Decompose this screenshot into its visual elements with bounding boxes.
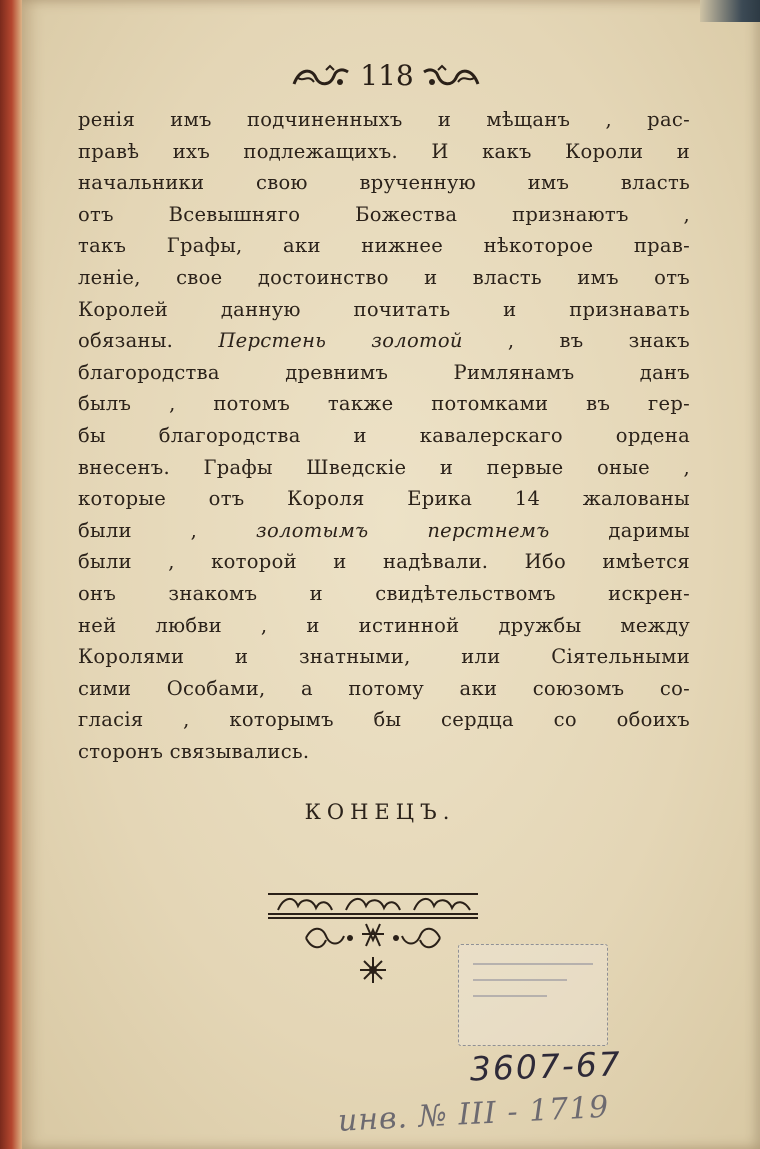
text-segment: ренія имъ подчиненныхъ и мѣщанъ , рас- <box>78 108 690 131</box>
handwritten-inventory-number: инв. № III - 1719 <box>337 1089 611 1139</box>
text-line <box>78 704 690 736</box>
right-header-ornament <box>420 64 482 90</box>
body-text <box>78 104 690 767</box>
text-segment: такъ Графы, аки нижнее нѣкоторое прав- <box>78 234 690 258</box>
text-segment: обязаны. <box>78 329 219 353</box>
text-line <box>78 673 690 705</box>
text-segment: , въ знакъ <box>462 329 690 353</box>
text-line <box>78 483 690 515</box>
text-segment: ней любви , и истинной дружбы между <box>78 613 690 637</box>
text-line <box>78 452 690 484</box>
italic-text: золотымъ перстнемъ <box>256 518 550 542</box>
text-segment: Королями и знатными, или Сіятельными <box>78 645 690 669</box>
text-line <box>78 515 690 547</box>
text-line <box>78 294 690 326</box>
text-line <box>78 104 690 136</box>
text-segment: отъ Всевышняго Божества признаютъ , <box>78 202 690 226</box>
text-segment: бы благородства и кавалерскаго ордена <box>78 423 690 447</box>
end-word: КОНЕЦЪ. <box>304 800 456 824</box>
text-segment: начальники свою врученную имъ власть <box>78 171 690 195</box>
text-line <box>78 325 690 357</box>
text-segment: внесенъ. Графы Шведскіе и первые оные , <box>78 455 690 479</box>
text-line <box>78 578 690 610</box>
text-segment: которые отъ Короля Ерика 14 жалованы <box>78 487 690 511</box>
text-line <box>78 610 690 642</box>
text-segment: были , <box>78 518 257 542</box>
italic-text: Перстень золотой <box>218 329 463 353</box>
text-line <box>78 641 690 673</box>
page-number: 118 <box>360 59 414 92</box>
background-corner <box>700 0 760 22</box>
text-line <box>78 388 690 420</box>
text-segment: леніе, свое достоинство и власть имъ отъ <box>78 265 690 289</box>
text-line <box>78 167 690 199</box>
text-segment: были , которой и надѣвали. Ибо имѣется <box>78 550 690 574</box>
text-line <box>78 357 690 389</box>
text-line <box>78 546 690 578</box>
text-segment: сторонъ связывались. <box>78 739 310 763</box>
text-line <box>78 420 690 452</box>
text-segment: гласія , которымъ бы сердца со обоихъ <box>78 708 690 732</box>
text-line <box>78 199 690 231</box>
text-segment: былъ , потомъ также потомками въ гер- <box>78 392 690 416</box>
left-header-ornament <box>290 64 352 90</box>
text-line <box>78 262 690 294</box>
text-segment: онъ знакомъ и свидѣтельствомъ искрен- <box>78 581 690 605</box>
text-segment: даримы <box>549 518 690 542</box>
text-line <box>78 230 690 262</box>
page-header <box>270 58 510 98</box>
library-stamp <box>458 944 608 1046</box>
text-segment: правѣ ихъ подлежащихъ. И какъ Короли и <box>78 139 690 163</box>
text-line <box>78 736 690 768</box>
text-segment: сими Особами, а потому аки союзомъ со- <box>78 676 690 700</box>
text-segment: благородства древнимъ Римлянамъ данъ <box>78 360 690 384</box>
text-line <box>78 136 690 168</box>
text-segment: Королей данную почитать и признавать <box>78 297 690 321</box>
handwritten-shelf-mark: 3607-67 <box>469 1044 623 1089</box>
tailpiece-ornament <box>266 884 480 994</box>
